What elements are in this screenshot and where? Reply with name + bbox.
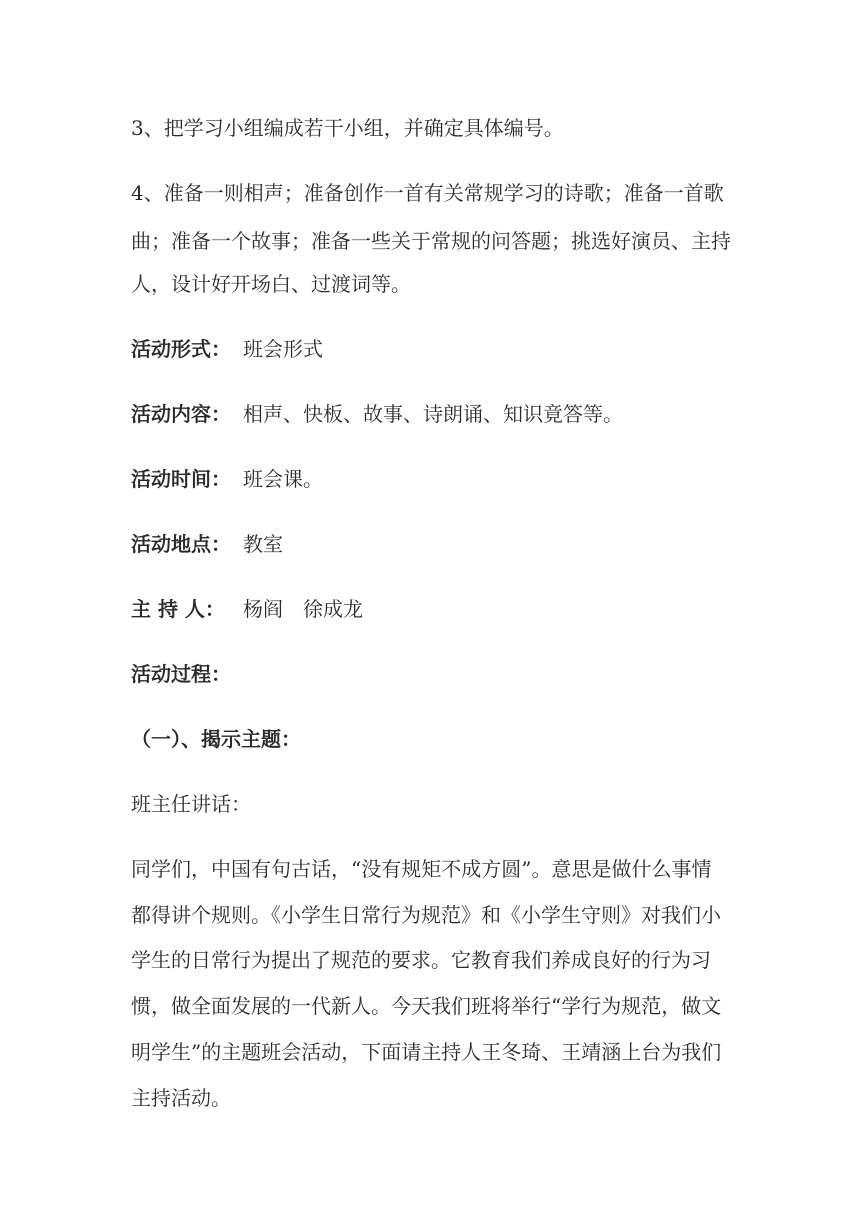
host-name-1: 杨阎 — [243, 597, 283, 621]
activity-place-row — [131, 530, 283, 558]
speech-line-6: 主持活动。 — [131, 1086, 231, 1110]
prep-item-3: 3、把学习小组编成若干小组，并确定具体编号。 — [131, 116, 564, 140]
section-1-heading: （一）、揭示主题： — [131, 727, 301, 751]
prep-item-4-line-2: 曲；准备一个故事；准备一些关于常规的问答题；挑选好演员、主持 — [131, 229, 731, 253]
activity-form-value: 班会形式 — [243, 337, 323, 361]
speech-line-3: 学生的日常行为提出了规范的要求。它教育我们养成良好的行为习 — [131, 948, 711, 972]
activity-form-label: 活动形式： — [131, 337, 231, 361]
activity-content-label: 活动内容： — [131, 402, 231, 426]
activity-form-row — [131, 335, 323, 363]
speech-line-5: 明学生”的主题班会活动，下面请主持人王冬琦、王靖涵上台为我们 — [131, 1040, 722, 1064]
activity-time-row — [131, 465, 323, 493]
speech-line-2: 都得讲个规则。《小学生日常行为规范》和《小学生守则》对我们小 — [131, 903, 721, 927]
activity-place-label: 活动地点： — [131, 532, 231, 556]
activity-time-label: 活动时间： — [131, 467, 231, 491]
host-name-2: 徐成龙 — [303, 597, 363, 621]
speech-line-4: 惯，做全面发展的一代新人。今天我们班将举行“学行为规范，做文 — [131, 994, 722, 1018]
prep-item-4-line-3: 人，设计好开场白、过渡词等。 — [131, 272, 411, 296]
activity-time-value: 班会课。 — [243, 467, 323, 491]
activity-content-value: 相声、快板、故事、诗朗诵、知识竟答等。 — [243, 402, 623, 426]
prep-item-4-line-1: 4、准备一则相声；准备创作一首有关常规学习的诗歌；准备一首歌 — [131, 181, 724, 205]
host-row — [131, 595, 363, 623]
host-label: 主 持 人： — [131, 597, 225, 621]
activity-content-row — [131, 400, 623, 428]
speaker-label: 班主任讲话： — [131, 792, 251, 816]
speech-line-1: 同学们，中国有句古话，“没有规矩不成方圆”。意思是做什么事情 — [131, 857, 712, 881]
activity-place-value: 教室 — [243, 532, 283, 556]
process-heading: 活动过程： — [131, 662, 231, 686]
